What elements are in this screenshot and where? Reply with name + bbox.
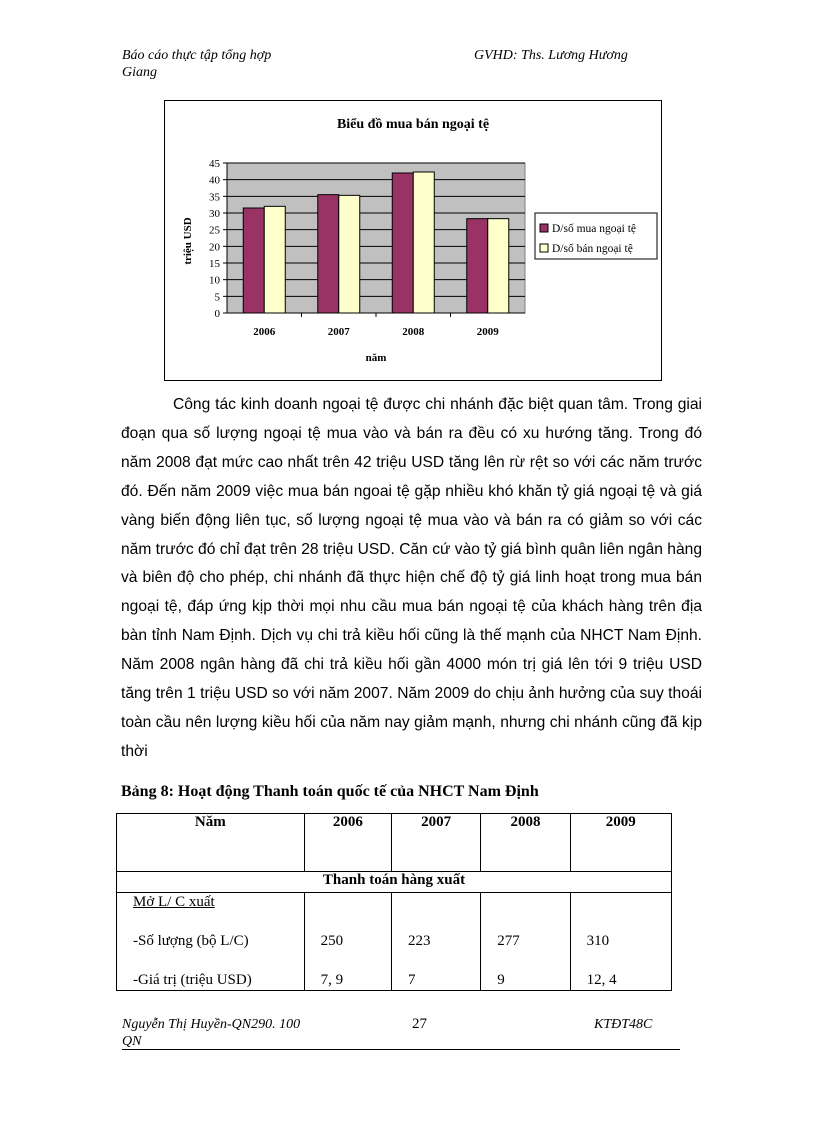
cell-value: 250: [320, 933, 344, 949]
bar: [264, 206, 285, 313]
header-cell: 2008: [481, 814, 570, 872]
cell-value: 277: [497, 933, 520, 949]
value-cell: [304, 893, 391, 991]
y-tick-label: 45: [209, 158, 220, 170]
header-cell: 2007: [391, 814, 480, 872]
cell-value: 310: [586, 933, 610, 949]
cell-value: 7, 9: [320, 972, 344, 988]
table-section-row: [117, 872, 672, 893]
value-cell: [391, 893, 480, 991]
row-label: -Số lượng (bộ L/C): [133, 933, 249, 949]
legend-label: D/số bán ngoại tệ: [552, 243, 633, 255]
bar: [318, 195, 339, 313]
cell-value: 223: [407, 933, 431, 949]
cell-value: 12, 4: [586, 972, 617, 988]
chart-xlabel: năm: [365, 352, 387, 364]
bar: [488, 219, 509, 313]
chart-title: Biểu đồ mua bán ngoại tệ: [336, 117, 490, 132]
bar: [339, 195, 360, 313]
x-tick-label: 2006: [253, 326, 276, 338]
value-cell: [481, 893, 570, 991]
footer-left: Nguyễn Thị Huyền-QN290. 100 QN: [122, 1017, 301, 1049]
table-title: Bảng 8: Hoạt động Thanh toán quốc tế của NHCT Nam Định: [121, 783, 539, 800]
bar: [413, 172, 434, 313]
x-tick-label: 2009: [476, 326, 499, 338]
header-cell: 2006: [304, 814, 391, 872]
cell-value: 7: [407, 972, 416, 988]
group-label: Mở L/ C xuất: [133, 894, 215, 910]
cell-value: 9: [497, 972, 505, 988]
value-cell: [570, 893, 671, 991]
chart-ylabel: triệu USD: [182, 217, 194, 265]
chart-svg: [165, 101, 661, 380]
y-tick-label: 25: [209, 224, 220, 237]
paragraph: Công tác kinh doanh ngoại tệ được chi nhánh đặc biệt quan tâm. Trong giai đoạn qua số lượng ngoại tệ mua vào và bán ra đều có xu hướng tăng. Trong đó năm 2008 đạt mức cao nhất trên 42 triệu USD tăng lên rừ rệt so với các năm trước đó. Đến năm 2009 việc mua bán ngoai tệ gặp nhiều khó khăn tỷ giá ngoại tệ và giá vàng biến động liên tục, số lượng ngoại tệ mua vào và bán ra có giảm so với các năm trước đó chỉ đạt trên 28 triệu USD. Căn cứ vào tỷ giá bình quân liên ngân hàng và biên độ cho phép, chi nhánh đã thực hiện chế độ tỷ giá linh hoạt trong mua bán ngoại tệ, đáp ứng kịp thời mọi nhu cầu mua bán ngoại tệ của khách hàng trên địa bàn tỉnh Nam Định. Dịch vụ chi trả kiều hối cũng là thế mạnh của NHCT Nam Định. Năm 2008 ngân hàng đã chi trả kiều hối gần 4000 món trị giá lên tới 9 triệu USD tăng trên 1 triệu USD so với năm 2007. Năm 2009 do chịu ảnh hưởng của suy thoái toàn cầu nên lượng kiều hối của năm nay giảm mạnh, nhưng chi nhánh cũng đã kịp thời: [121, 396, 702, 760]
x-tick-label: 2007: [327, 326, 350, 338]
body-text: [121, 391, 702, 767]
payment-table: [116, 813, 672, 991]
table-header-row: [117, 814, 672, 872]
header-cell: Năm: [117, 814, 305, 872]
legend-swatch: [540, 224, 548, 232]
y-tick-label: 40: [209, 174, 220, 187]
section-cell: Thanh toán hàng xuất: [117, 872, 672, 893]
x-tick-label: 2008: [402, 326, 425, 338]
row-label-cell: [117, 893, 305, 991]
bar-chart: [164, 100, 662, 381]
footer-divider: [122, 1049, 680, 1050]
y-tick-label: 30: [209, 208, 220, 220]
y-tick-label: 0: [214, 308, 220, 320]
footer-right: KTĐT48C: [594, 1017, 653, 1032]
bar: [467, 219, 488, 313]
y-tick-label: 20: [209, 241, 220, 254]
y-tick-label: 5: [214, 291, 220, 304]
header-cell: 2009: [570, 814, 671, 872]
header-left: Báo cáo thực tập tổng hợp Giang: [122, 48, 272, 80]
y-tick-label: 15: [209, 258, 220, 270]
row-label: -Giá trị (triệu USD): [133, 972, 252, 988]
table-row: [117, 893, 672, 991]
legend-label: D/số mua ngoại tệ: [552, 223, 636, 235]
y-tick-label: 10: [209, 274, 220, 287]
page-number: 27: [412, 1016, 427, 1032]
bar: [243, 208, 264, 313]
bar: [392, 173, 413, 313]
y-tick-label: 35: [209, 191, 220, 204]
legend-swatch: [540, 244, 548, 252]
header-right: GVHD: Ths. Lương Hương: [474, 48, 628, 63]
